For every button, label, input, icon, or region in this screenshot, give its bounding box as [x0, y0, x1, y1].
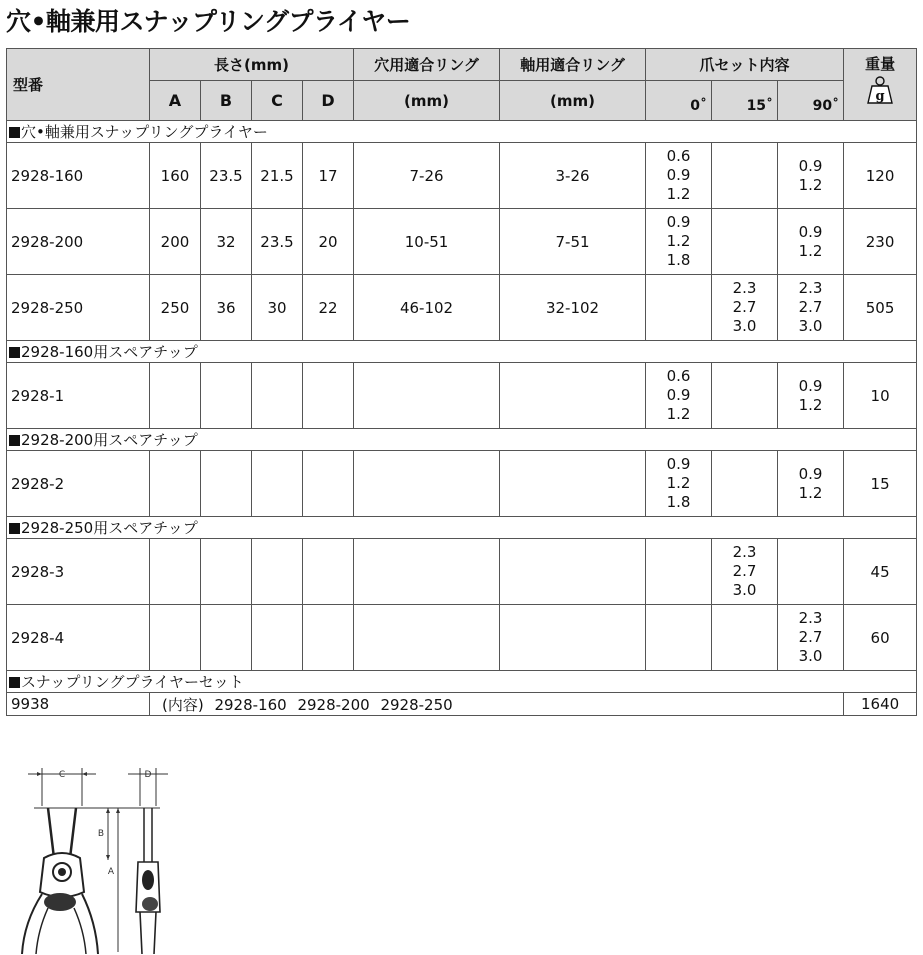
- length-a-cell: 160: [150, 143, 201, 209]
- length-a-cell: 200: [150, 209, 201, 275]
- section-bullet-icon: [9, 127, 20, 138]
- model-cell: 2928-1: [7, 363, 150, 429]
- header-angle-15: 15˚: [712, 81, 778, 121]
- hole-ring-cell: [354, 605, 500, 671]
- shaft-ring-cell: [500, 539, 646, 605]
- tip-size: 1.2: [798, 483, 823, 502]
- header-length: 長さ(mm): [150, 49, 354, 81]
- diagram-label-b: B: [97, 829, 104, 839]
- header-a: A: [150, 81, 201, 121]
- tip-t90-cell: [778, 143, 844, 209]
- section-header-cell: [7, 429, 917, 451]
- model-cell: 2928-2: [7, 451, 150, 517]
- tip-t15-cell: [712, 143, 778, 209]
- model-cell: 9938: [7, 693, 150, 716]
- length-b-cell: [201, 605, 252, 671]
- hole-ring-cell: [354, 539, 500, 605]
- tip-size: 1.2: [798, 395, 823, 414]
- diagram-label-a: A: [107, 867, 114, 877]
- set-content-cell: (内容) 2928-160 2928-200 2928-250: [150, 693, 844, 716]
- tip-size: 2.7: [798, 628, 823, 646]
- length-b-cell: [201, 363, 252, 429]
- diagram-label-c: C: [58, 770, 66, 780]
- header-weight-label: 重量: [865, 55, 896, 73]
- table-row: [7, 539, 917, 605]
- length-d-cell: [303, 363, 354, 429]
- diagram-label-d: D: [144, 770, 152, 780]
- section-label: 穴•軸兼用スナップリングプライヤー: [21, 123, 268, 141]
- section-header: [7, 429, 917, 451]
- tip-t90-cell: [778, 605, 844, 671]
- tip-size: 3.0: [732, 581, 757, 599]
- table-row: [7, 363, 917, 429]
- weight-cell: 15: [844, 451, 917, 517]
- shaft-ring-cell: [500, 451, 646, 517]
- length-d-cell: 22: [303, 275, 354, 341]
- tip-t90-cell: [778, 209, 844, 275]
- tip-size: 1.2: [666, 405, 691, 423]
- tip-size: 2.3: [798, 279, 823, 297]
- table-row: [7, 143, 917, 209]
- tip-size: 0.6: [666, 147, 691, 165]
- tip-size: 1.2: [666, 474, 691, 492]
- tip-t0-cell: [646, 275, 712, 341]
- tip-t15-cell: [712, 275, 778, 341]
- length-d-cell: [303, 539, 354, 605]
- header-hole-ring: 穴用適合リング: [354, 49, 500, 81]
- tip-t0-cell: [646, 451, 712, 517]
- tip-size: 2.7: [732, 298, 757, 316]
- shaft-ring-cell: 32-102: [500, 275, 646, 341]
- tip-t15-cell: [712, 363, 778, 429]
- header-model: 型番: [7, 49, 150, 121]
- length-b-cell: 23.5: [201, 143, 252, 209]
- section-bullet-icon: [9, 347, 20, 358]
- weight-cell: 60: [844, 605, 917, 671]
- tip-t90-cell: [778, 451, 844, 517]
- weight-cell: 1640: [844, 693, 917, 716]
- length-c-cell: [252, 363, 303, 429]
- length-d-cell: 20: [303, 209, 354, 275]
- weight-cell: 505: [844, 275, 917, 341]
- tip-t0-cell: [646, 605, 712, 671]
- section-header-cell: [7, 341, 917, 363]
- section-label: 2928-160用スペアチップ: [21, 343, 198, 361]
- tip-size: 0.9: [798, 464, 823, 483]
- length-c-cell: 21.5: [252, 143, 303, 209]
- length-a-cell: [150, 363, 201, 429]
- tip-t15-cell: [712, 451, 778, 517]
- tip-size: 2.3: [732, 279, 757, 297]
- tip-t15-cell: [712, 209, 778, 275]
- tip-size: 1.8: [666, 493, 691, 511]
- hole-ring-cell: [354, 451, 500, 517]
- shaft-ring-cell: [500, 363, 646, 429]
- table-row: [7, 451, 917, 517]
- model-cell: 2928-3: [7, 539, 150, 605]
- tip-t0-cell: [646, 539, 712, 605]
- tip-size: 1.8: [666, 251, 691, 269]
- section-label: 2928-200用スペアチップ: [21, 431, 198, 449]
- shaft-ring-cell: 7-51: [500, 209, 646, 275]
- weight-cell: 10: [844, 363, 917, 429]
- header-hole-unit: (mm): [354, 81, 500, 121]
- tip-size: 1.2: [666, 232, 691, 250]
- tip-size: 2.3: [798, 609, 823, 627]
- length-a-cell: 250: [150, 275, 201, 341]
- hole-ring-cell: 7-26: [354, 143, 500, 209]
- section-header: [7, 121, 917, 143]
- hole-ring-cell: [354, 363, 500, 429]
- section-header: [7, 671, 917, 693]
- tip-size: 0.9: [666, 213, 691, 231]
- model-cell: 2928-160: [7, 143, 150, 209]
- tip-t90-cell: [778, 539, 844, 605]
- length-a-cell: [150, 539, 201, 605]
- section-header-cell: [7, 671, 917, 693]
- tip-size: 2.3: [732, 543, 757, 561]
- table-row: [7, 605, 917, 671]
- header-shaft-ring: 軸用適合リング: [500, 49, 646, 81]
- length-c-cell: [252, 451, 303, 517]
- length-b-cell: [201, 451, 252, 517]
- plier-diagram: [4, 762, 204, 954]
- length-d-cell: 17: [303, 143, 354, 209]
- weight-cell: 230: [844, 209, 917, 275]
- tip-t0-cell: [646, 143, 712, 209]
- tip-size: 2.7: [732, 562, 757, 580]
- table-row: [7, 275, 917, 341]
- header-angle-0: 0˚: [646, 81, 712, 121]
- spec-table: [6, 48, 917, 716]
- header-shaft-unit: (mm): [500, 81, 646, 121]
- tip-size: 1.2: [798, 241, 823, 260]
- page-title: 穴•軸兼用スナップリングプライヤー: [6, 7, 411, 36]
- tip-size: 0.9: [798, 376, 823, 395]
- model-cell: 2928-200: [7, 209, 150, 275]
- model-cell: 2928-250: [7, 275, 150, 341]
- length-b-cell: [201, 539, 252, 605]
- length-b-cell: 36: [201, 275, 252, 341]
- length-c-cell: [252, 539, 303, 605]
- table-row: [7, 209, 917, 275]
- length-a-cell: [150, 451, 201, 517]
- tip-t0-cell: [646, 363, 712, 429]
- length-d-cell: [303, 451, 354, 517]
- header-angle-90: 90˚: [778, 81, 844, 121]
- section-header: [7, 517, 917, 539]
- length-c-cell: [252, 605, 303, 671]
- section-label: 2928-250用スペアチップ: [21, 519, 198, 537]
- weight-cell: 45: [844, 539, 917, 605]
- tip-size: 1.2: [666, 185, 691, 203]
- tip-t0-cell: [646, 209, 712, 275]
- section-header-cell: [7, 121, 917, 143]
- section-header: [7, 341, 917, 363]
- section-bullet-icon: [9, 523, 20, 534]
- tip-t90-cell: [778, 275, 844, 341]
- tip-t15-cell: [712, 539, 778, 605]
- tip-size: 0.9: [666, 166, 691, 184]
- header-c: C: [252, 81, 303, 121]
- tip-size: 1.2: [798, 175, 823, 194]
- length-a-cell: [150, 605, 201, 671]
- length-d-cell: [303, 605, 354, 671]
- header-d: D: [303, 81, 354, 121]
- section-header-cell: [7, 517, 917, 539]
- tip-t90-cell: [778, 363, 844, 429]
- shaft-ring-cell: [500, 605, 646, 671]
- hole-ring-cell: 46-102: [354, 275, 500, 341]
- weight-icon: [867, 76, 893, 104]
- section-label: スナップリングプライヤーセット: [21, 673, 244, 691]
- header-weight: [844, 49, 917, 121]
- tip-size: 3.0: [798, 317, 823, 335]
- model-cell: 2928-4: [7, 605, 150, 671]
- length-c-cell: 30: [252, 275, 303, 341]
- header-tips: 爪セット内容: [646, 49, 844, 81]
- tip-size: 3.0: [798, 647, 823, 665]
- hole-ring-cell: 10-51: [354, 209, 500, 275]
- tip-size: 0.9: [798, 222, 823, 241]
- tip-size: 3.0: [732, 317, 757, 335]
- weight-icon-letter: g: [875, 89, 885, 104]
- tip-size: 2.7: [798, 298, 823, 316]
- section-bullet-icon: [9, 677, 20, 688]
- length-c-cell: 23.5: [252, 209, 303, 275]
- shaft-ring-cell: 3-26: [500, 143, 646, 209]
- tip-size: 0.6: [666, 367, 691, 385]
- tip-size: 0.9: [798, 156, 823, 175]
- tip-size: 0.9: [666, 455, 691, 473]
- tip-size: 0.9: [666, 386, 691, 404]
- length-b-cell: 32: [201, 209, 252, 275]
- tip-t15-cell: [712, 605, 778, 671]
- section-bullet-icon: [9, 435, 20, 446]
- weight-cell: 120: [844, 143, 917, 209]
- table-row: [7, 693, 917, 716]
- header-b: B: [201, 81, 252, 121]
